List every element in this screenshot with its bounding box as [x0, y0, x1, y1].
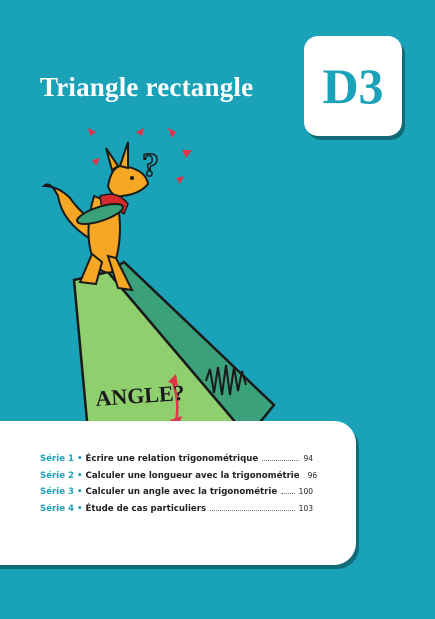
toc-serie: Série 1	[40, 454, 75, 464]
toc-label: Calculer un angle avec la trigonométrie	[85, 487, 278, 497]
toc-row[interactable]	[40, 504, 313, 521]
bullet-icon: •	[77, 454, 83, 464]
kangaroo-eye	[130, 176, 134, 180]
question-mark-icon: ?	[142, 147, 159, 184]
toc-page: 96	[307, 470, 318, 480]
toc-row[interactable]	[40, 487, 313, 504]
chapter-code: D3	[322, 58, 384, 114]
toc-label: Calculer une longueur avec la trigonométrie	[85, 470, 300, 481]
toc-leader	[262, 459, 299, 461]
toc-leader	[281, 492, 295, 494]
toc-row[interactable]	[40, 454, 313, 471]
toc-row[interactable]	[40, 470, 318, 488]
toc-label: Écrire une relation trigonométrique	[85, 454, 259, 464]
toc-label: Étude de cas particuliers	[85, 503, 207, 514]
toc-page: 100	[298, 487, 313, 496]
chapter-title: Triangle rectangle	[40, 72, 254, 102]
toc-leader	[210, 509, 295, 511]
toc-panel	[0, 421, 356, 565]
bullet-icon: •	[77, 487, 83, 497]
bullet-icon: •	[77, 470, 83, 481]
toc-serie: Série 4	[40, 503, 75, 514]
kangaroo-ear-left	[106, 148, 118, 170]
bullet-icon: •	[77, 503, 83, 514]
toc-serie: Série 2	[40, 470, 75, 481]
toc-serie: Série 3	[40, 487, 75, 497]
toc-page: 94	[303, 454, 313, 463]
toc-page: 103	[298, 503, 313, 513]
toc-list	[40, 454, 318, 520]
kangaroo-ear-right	[120, 142, 128, 168]
ramp-angle-text: ANGLE?	[94, 379, 186, 411]
